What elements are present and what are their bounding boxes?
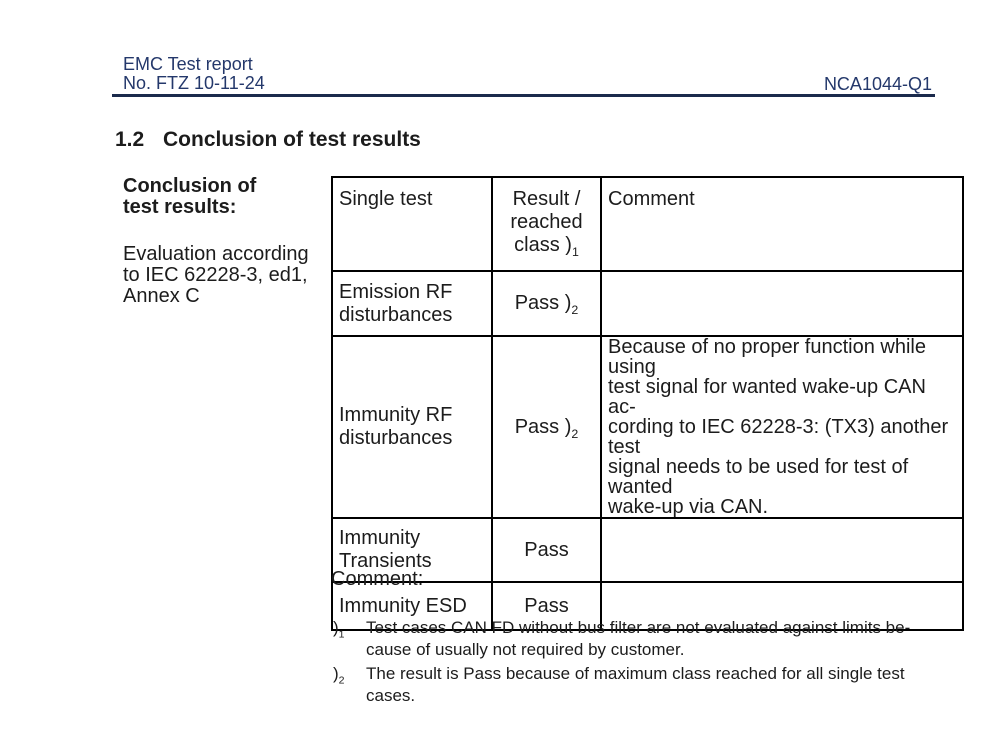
cell-result	[492, 271, 601, 336]
table-row	[332, 336, 963, 518]
comment-line: wake-up via CAN.	[608, 496, 769, 518]
section-heading	[115, 128, 421, 152]
footnote-marker	[333, 617, 366, 661]
test-name-line: disturbances	[339, 427, 453, 449]
sidebar-label-line: Conclusion of	[123, 175, 257, 197]
col-header-comment: Comment	[601, 177, 963, 271]
footnote-ref-2: 2	[571, 303, 579, 317]
test-name-line: Immunity RF	[339, 404, 453, 426]
sidebar-body-line: Evaluation according	[123, 243, 309, 265]
footnote	[333, 617, 928, 661]
section-title: Conclusion of test results	[163, 128, 421, 151]
result-header-line-text: class )	[514, 234, 572, 256]
test-name-line: Immunity ESD	[339, 594, 467, 617]
table-row	[332, 271, 963, 336]
cell-comment	[601, 271, 963, 336]
header-rule	[112, 94, 935, 97]
comment-line: cording to IEC 62228-3: (TX3) another test	[608, 416, 949, 458]
conclusion-sidebar	[123, 176, 328, 307]
footnote-marker	[333, 663, 366, 707]
result-text: Pass )	[514, 415, 572, 438]
footnote-line: cause of usually not required by customer.	[366, 640, 685, 659]
result-text: Pass )	[514, 292, 572, 314]
footnote-ref-2: 2	[571, 426, 579, 441]
footnote-text	[366, 663, 905, 707]
document-id: NCA1044-Q1	[823, 74, 932, 94]
sidebar-label-line: test results:	[123, 196, 237, 218]
report-type: EMC Test report	[123, 54, 253, 74]
footnote-marker-text: )	[333, 618, 339, 637]
sidebar-body-line: to IEC 62228-3, ed1,	[123, 264, 308, 286]
footnote-marker-sub: 1	[338, 628, 345, 641]
cell-result	[492, 336, 601, 518]
result-header-line: reached	[510, 211, 583, 233]
test-name-line: Immunity	[339, 527, 421, 549]
result-text: Pass	[524, 538, 569, 561]
footnote-line: cases.	[366, 686, 416, 705]
page-header	[123, 55, 265, 93]
test-name-line: Transients	[339, 550, 432, 572]
report-number: No. FTZ 10-11-24	[123, 73, 265, 93]
col-header-single-test: Single test	[332, 177, 492, 271]
result-header-line	[499, 234, 594, 257]
comment-line: Because of no proper function while using	[608, 336, 926, 378]
comment-line: test signal for wanted wake-up CAN ac-	[608, 376, 926, 418]
footnotes	[333, 617, 928, 709]
cell-result	[492, 518, 601, 582]
footnote-line: The result is Pass because of maximum class reached for all single test	[366, 664, 905, 683]
col-header-result	[492, 177, 601, 271]
result-header-line: Result /	[512, 188, 581, 210]
footnote-text	[366, 617, 910, 661]
cell-test-name	[332, 336, 492, 518]
result-text: Pass	[524, 594, 569, 617]
footnote-line: Test cases CAN FD without bus filter are not evaluated against limits be-	[366, 618, 911, 637]
comment-line: signal needs to be used for test of wanted	[608, 456, 909, 498]
cell-comment	[601, 518, 963, 582]
sidebar-body	[123, 244, 328, 307]
footnote	[333, 663, 928, 707]
footnote-ref-1: 1	[571, 245, 579, 259]
test-name-line: Emission RF	[339, 280, 453, 303]
footnote-marker-text: )	[333, 664, 339, 683]
test-name-line: disturbances	[339, 303, 453, 326]
sidebar-body-line: Annex C	[123, 285, 200, 307]
results-table	[331, 176, 964, 631]
table-header-row	[332, 177, 963, 271]
sidebar-label	[123, 176, 328, 218]
comment-label: Comment:	[331, 568, 424, 590]
cell-test-name	[332, 271, 492, 336]
footnote-marker-sub: 2	[338, 674, 345, 687]
cell-comment	[601, 336, 963, 518]
table-row	[332, 518, 963, 582]
section-number: 1.2	[115, 128, 145, 151]
